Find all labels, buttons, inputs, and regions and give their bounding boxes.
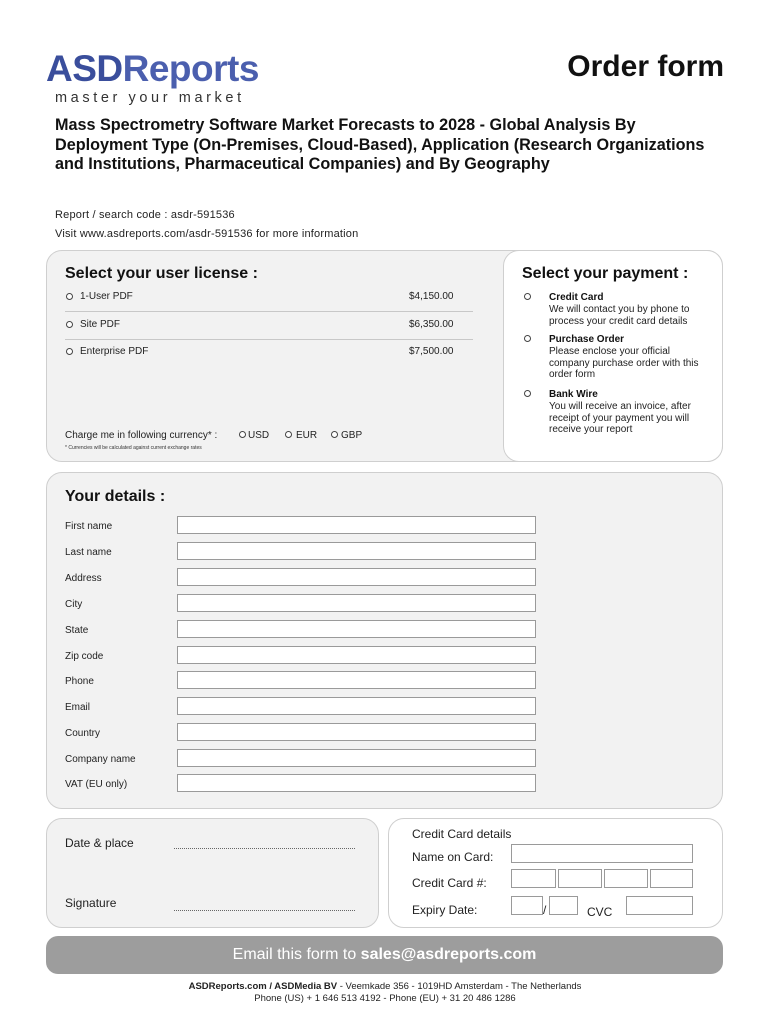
report-code: Report / search code : asdr-591536 — [55, 209, 235, 221]
footer-address-text: - Veemkade 356 - 1019HD Amsterdam - The Netherlands — [337, 981, 582, 992]
signature-label: Signature — [65, 896, 117, 910]
field-label: First name — [65, 521, 113, 532]
payment-option-desc: Please enclose your official company purchase order with this order form — [549, 346, 699, 380]
currency-radio-gbp[interactable] — [331, 431, 338, 438]
logo-tagline: master your market — [55, 90, 245, 106]
field-label: Email — [65, 702, 91, 713]
payment-radio-credit-card[interactable] — [524, 293, 531, 300]
license-heading: Select your user license : — [65, 265, 258, 282]
details-heading: Your details : — [65, 488, 166, 505]
license-radio-1[interactable] — [66, 293, 73, 300]
field-label: VAT (EU only) — [65, 779, 128, 790]
first-name-input[interactable] — [177, 516, 536, 534]
payment-radio-bank-wire[interactable] — [524, 390, 531, 397]
license-price: $4,150.00 — [409, 291, 454, 302]
asdreports-logo: ASDReports — [46, 48, 259, 89]
payment-option-title: Bank Wire — [549, 389, 598, 400]
currency-footnote: * Currencies will be calculated against current exchange rates — [65, 445, 202, 451]
card-number-input-4[interactable] — [650, 869, 693, 888]
currency-option-label: EUR — [296, 430, 318, 441]
country-input[interactable] — [177, 723, 536, 741]
date-place-line[interactable] — [174, 848, 355, 849]
license-label: Site PDF — [80, 319, 121, 330]
payment-option-desc: We will contact you by phone to process your credit card details — [549, 304, 690, 327]
license-radio-3[interactable] — [66, 348, 73, 355]
field-label: Phone — [65, 676, 94, 687]
payment-option-desc: You will receive an invoice, after receipt of your payment you will receive your report — [549, 401, 691, 435]
license-label: 1-User PDF — [80, 291, 133, 302]
email-input[interactable] — [177, 697, 536, 715]
name-on-card-input[interactable] — [511, 844, 693, 863]
footer-company: ASDReports.com / ASDMedia BV — [188, 981, 338, 992]
divider — [65, 311, 473, 312]
payment-option-title: Purchase Order — [549, 334, 625, 345]
cvc-label: CVC — [587, 905, 613, 919]
zip-code-input[interactable] — [177, 646, 536, 664]
license-price: $7,500.00 — [409, 346, 454, 357]
field-label: Zip code — [65, 651, 104, 662]
currency-option-label: GBP — [341, 430, 363, 441]
expiry-label: Expiry Date: — [412, 903, 478, 917]
expiry-month-input[interactable] — [511, 896, 543, 915]
field-label: Last name — [65, 547, 112, 558]
email-bar-prefix: Email this form to — [232, 946, 361, 963]
company-name-input[interactable] — [177, 749, 536, 767]
field-label: State — [65, 625, 89, 636]
currency-option-label: USD — [248, 430, 270, 441]
currency-label: Charge me in following currency* : — [65, 430, 218, 441]
page-title: Order form — [567, 50, 724, 83]
currency-radio-usd[interactable] — [239, 431, 246, 438]
field-label: City — [65, 599, 83, 610]
date-place-label: Date & place — [65, 836, 134, 850]
card-number-input-3[interactable] — [604, 869, 648, 888]
expiry-separator: / — [543, 903, 547, 917]
footer-address — [0, 981, 770, 992]
cvc-input[interactable] — [626, 896, 693, 915]
field-label: Company name — [65, 754, 136, 765]
state-input[interactable] — [177, 620, 536, 638]
license-radio-2[interactable] — [66, 321, 73, 328]
card-number-input-1[interactable] — [511, 869, 556, 888]
expiry-year-input[interactable] — [549, 896, 578, 915]
credit-card-heading: Credit Card details — [412, 827, 512, 841]
license-price: $6,350.00 — [409, 319, 454, 330]
payment-heading: Select your payment : — [522, 265, 689, 282]
vat-input[interactable] — [177, 774, 536, 792]
email-form-bar[interactable] — [46, 936, 723, 974]
address-input[interactable] — [177, 568, 536, 586]
email-address-link[interactable]: sales@asdreports.com — [360, 946, 537, 963]
report-title: Mass Spectrometry Software Market Forecasts to 2028 - Global Analysis By Deployment Type (On-Premises, Cloud-Based), Application (Research Organizations and Institutions, Pharmaceutical Companies) and By Geography — [55, 116, 705, 173]
card-number-input-2[interactable] — [558, 869, 602, 888]
field-label: Address — [65, 573, 102, 584]
name-on-card-label: Name on Card: — [412, 850, 494, 864]
report-link[interactable]: Visit www.asdreports.com/asdr-591536 for more information — [55, 228, 359, 240]
city-input[interactable] — [177, 594, 536, 612]
payment-option-title: Credit Card — [549, 292, 604, 303]
card-number-label: Credit Card #: — [412, 876, 487, 890]
divider — [65, 339, 473, 340]
signature-panel — [46, 818, 379, 928]
payment-radio-purchase-order[interactable] — [524, 335, 531, 342]
license-label: Enterprise PDF — [80, 346, 149, 357]
phone-input[interactable] — [177, 671, 536, 689]
currency-radio-eur[interactable] — [285, 431, 292, 438]
signature-line[interactable] — [174, 910, 355, 911]
last-name-input[interactable] — [177, 542, 536, 560]
footer-phones: Phone (US) + 1 646 513 4192 - Phone (EU) + 31 20 486 1286 — [254, 993, 516, 1004]
field-label: Country — [65, 728, 101, 739]
